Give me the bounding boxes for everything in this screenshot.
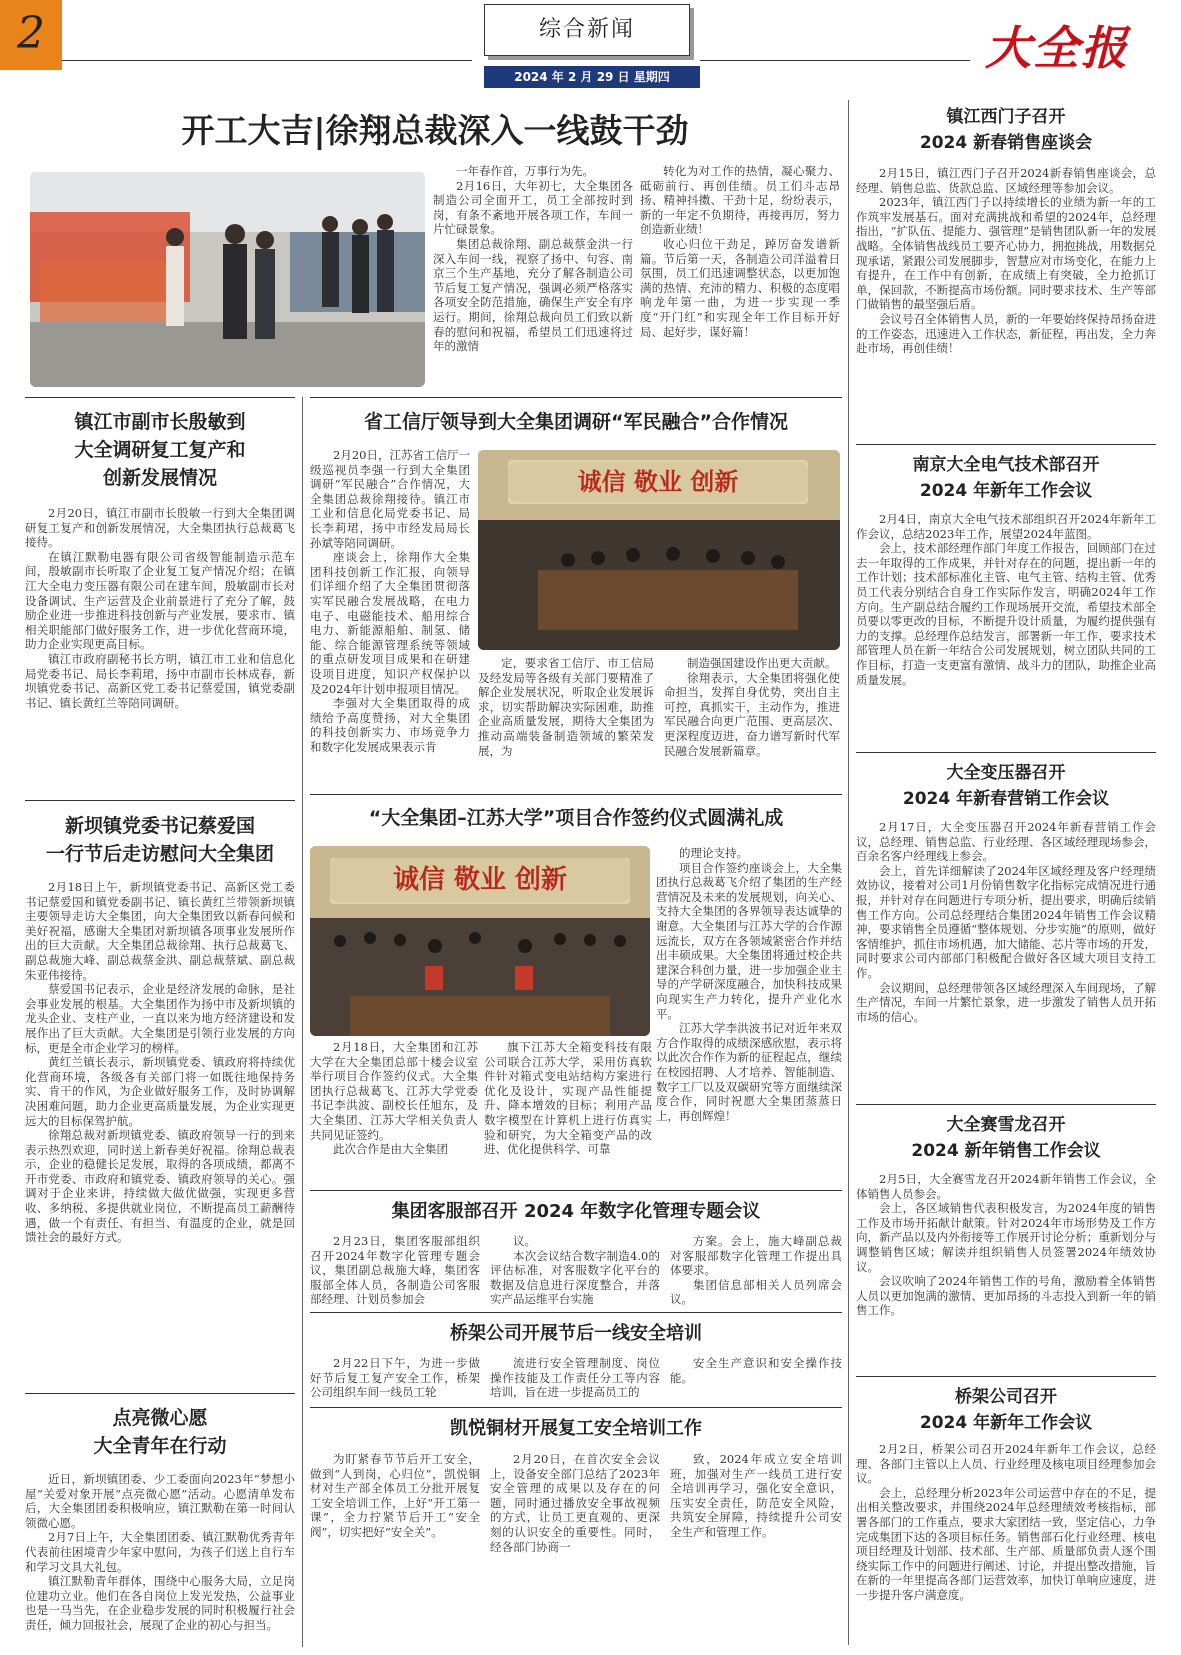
bridge-safety-col2: 流进行安全管理制度、岗位操作技能及工作责任分工等内容培训，旨在进一步提高员工的: [490, 1356, 660, 1400]
motto-banner-2: 诚信 敬业 创新: [330, 858, 630, 902]
lead-body-col1: 一年春作首，万事行为先。 2月16日，大年初七，大全集团各制造公司全面开工，员工全部按时到岗，有条不紊地开展各项工作，车间一片忙碌景象。 集团总裁徐翔、副总裁蔡金洪一行深入车间一线，视察了扬中、句容、南京三个生产基地，充分了解各制造公司节后复工复产情况，强调必须严格落实各项安全防范措施，确保生产安全有序运行。期间，徐翔总裁向员工们致以新春的慰问和祝福，希望员工们迅速将过年的激情: [433, 164, 633, 354]
rule-right-3: [856, 752, 1156, 753]
rule-volunteer: [25, 1393, 295, 1394]
kaiyue-headline: 凯悦铜材开展复工安全培训工作: [450, 1418, 702, 1439]
service-body-col2: 议。 本次会议结合数字制造4.0的评估标准，对客服数字化平台的数据及信息进行深度整合，并落实产品运维平台实施: [490, 1234, 660, 1307]
service-headline: 集团客服部召开 2024 年数字化管理专题会议: [391, 1201, 761, 1222]
kaiyue-body-col3: 致，2024年成立安全培训班，加强对生产一线员工进行安全培训再学习，强化安全意识，压实安全责任，防范安全风险，共筑安全屏障，持续提升公司安全生产和管理工作。: [670, 1452, 842, 1539]
rule-kaiyue: [310, 1407, 842, 1408]
rule-right-2: [856, 444, 1156, 445]
volunteer-headline: 点亮微心愿 大全青年在行动: [93, 1407, 227, 1457]
page-number: 2: [0, 0, 62, 70]
lead-headline: 开工大吉|徐翔总裁深入一线鼓干劲: [181, 111, 689, 150]
issue-date: 2024 年 2 月 29 日 星期四: [484, 66, 700, 88]
section-box: [484, 4, 690, 56]
xinba-body: 2月18日上午，新坝镇党委书记、高新区党工委书记蔡爱国和镇党委副书记、镇长黄红兰带领新坝镇主要领导走访大全集团，向大全集团致以新春问候和美好祝福，感谢大全集团对新坝镇各项事业发展所作出的巨大贡献。大全集团总裁徐翔、执行总裁葛飞、副总裁施大峰、副总裁蔡金洪、副总裁蔡斌、副总裁朱亚伟接待。 蔡爱国书记表示，企业是经济发展的命脉，是社会事业发展的根基。大全集团作为扬中市及新坝镇的龙头企业、支柱产业，一直以来为地方经济建设和发展作出了巨大贡献。大全集团是引领行业发展的方向标，更是全市企业学习的榜样。 黄红兰镇长表示，新坝镇党委、镇政府将持续优化营商环境，各级各有关部门将一如既往地保持务实、肯干的作风，为企业做好服务工作，及时协调解决困难问题，助力企业更高质量发展，为企业实现更远大的目标保驾护航。 徐翔总裁对新坝镇党委、镇政府领导一行的到来表示热烈欢迎，同时送上新春美好祝福。徐翔总裁表示，企业的稳健长足发展，取得的各项成绩，都离不开市党委、市政府和镇党委、镇政府领导的关心。强调对于企业来讲，持续做大做优做强，实现更多营收、多纳税、多提供就业岗位，不断提高员工薪酬待遇，做一个有责任、有担当、有温度的企业，就是回馈社会的最好方式。: [25, 880, 295, 1245]
mayor-body: 2月20日，镇江市副市长殷敏一行到大全集团调研复工复产和创新发展情况，大全集团执行总裁葛飞接待。 在镇江默勒电器有限公司省级智能制造示范车间，殷敏副市长听取了企业复工复产情况介绍；在镇江大全电力变压器有限公司在建车间，殷敏副市长对设备调试、生产运营及企业前景进行了充分了解，鼓励企业进一步推进科技创新与产业发展，要求市、镇相关职能部门做好服务工作，进一步优化营商环境，助力企业实现更高目标。 镇江市政府副秘书长方明，镇江市工业和信息化局党委书记、局长李莉珺，扬中市副市长林成春，新坝镇党委书记、高新区党工委书记蔡爱国，镇党委副书记、镇长黄红兰等陪同调研。: [25, 506, 295, 710]
right-2-headline: 南京大全电气技术部召开 2024 年新年工作会议: [912, 455, 1100, 501]
service-body-col3: 方案。会上，施大峰副总裁对客服部数字化管理工作提出具体要求。 集团信息部相关人员列席会议。: [670, 1234, 842, 1307]
right-4-body: 2月5日，大全赛雪龙召开2024新年销售工作会议，全体销售人员参会。 会上，各区域销售代表积极发言，为2024年度的销售工作及市场开拓献计献策。针对2024年市场形势及工作方向，新产品以及内外衔接等工作展开讨论分析；重新划分与调整销售区域；解读并组织销售人员签署2024年绩效协议。 会议吹响了2024年销售工作的号角，激励着全体销售人员以更加饱满的激情、更加昂扬的斗志投入到新一年的销售工作。: [856, 1172, 1156, 1318]
right-3-headline: 大全变压器召开 2024 年新春营销工作会议: [902, 763, 1110, 809]
service-body-col1: 2月23日，集团客服部组织召开2024年数字化管理专题会议，集团副总裁施大峰，集团客服部全体人员，各制造公司客服部经理、计划员参加会: [310, 1234, 480, 1307]
right-4-headline: 大全赛雪龙召开 2024 新年销售工作会议: [911, 1115, 1101, 1161]
lead-body-col2: 转化为对工作的热情，凝心聚力、砥砺前行、再创佳绩。员工们斗志昂扬、精神抖擞、干劲十足，纷纷表示，新的一年定不负期待，再接再厉，努力创造新业绩！ 收心归位干劲足，踔厉奋发谱新篇。节后第一天，各制造公司洋溢着日氛围，员工们迅速调整状态，以更加饱满的热情、充沛的精力、积极的态度唱响龙年第一曲，为进一步实现一季度“开门红”和实现全年工作目标开好局、起好步，谋好篇！: [640, 164, 840, 339]
miit-body-col2: 定，要求省工信厅、市工信局及经发局等各级有关部门要精准了解企业发展状况，听取企业发展诉求，切实帮助解决实际困难，助推企业高质量发展，期待大全集团为推动高端装备制造领域的繁荣发展，为: [478, 656, 654, 758]
newspaper-logo: 大全报: [985, 21, 1129, 75]
factory-visit-photo: [30, 172, 425, 387]
bridge-safety-headline: 桥架公司开展节后一线安全培训: [450, 1323, 702, 1344]
miit-body-col3: 制造强国建设作出更大贡献。 徐翔表示，大全集团将强化使命担当，发挥自身优势，突出自主可控，真抓实干，主动作为，推进军民融合向更广范围、更高层次、更深程度迈进，奋力谱写新时代军民融合发展新篇章。: [664, 656, 840, 758]
rule-miit: [310, 397, 842, 398]
rule-bridge-safety: [310, 1312, 842, 1313]
right-column-divider: [848, 100, 849, 1645]
right-2-body: 2月4日，南京大全电气技术部组织召开2024年新年工作会议，总结2023年工作，展望2024年蓝图。 会上，技术部经理作部门年度工作报告，回顾部门在过去一年取得的工作成果，并针对存在的问题，提出新一年的工作计划；技术部标准化主管、电气主管、结构主管、优秀员工代表分别结合自身工作实际作发言，明确2024年工作方向。生产副总结合履约工作现场展开交流，希望技术部全员要以零更改的目标，不断提升设计质量，为履约提供强有力的支撑。总经理作总结发言，部署新一年工作，要求技术部管理人员在新一年结合公司发展规划，树立团队共同的工作目标，打造一支更富有激情、战斗力的团队，助推企业高质量发展。: [856, 512, 1156, 687]
xinba-headline: 新坝镇党委书记蔡爱国 一行节后走访慰问大全集团: [45, 815, 274, 865]
section-title: 综合新闻: [538, 17, 635, 42]
bridge-safety-col1: 2月22日下午，为进一步做好节后复工复产安全工作，桥架公司组织车间一线员工轮: [310, 1356, 480, 1400]
jiangsu-photo: [310, 846, 650, 1036]
lead-photo: [30, 172, 425, 387]
rule-service: [310, 1190, 842, 1191]
bridge-safety-col3: 安全生产意识和安全操作技能。: [670, 1356, 842, 1385]
miit-headline: 省工信厅领导到大全集团调研“军民融合”合作情况: [364, 411, 788, 433]
right-5-body: 2月2日，桥架公司召开2024年新年工作会议，总经理、各部门主管以上人员、行业经理及核电项目经理参加会议。 会上，总经理分析2023年公司运营中存在的不足，提出相关整改要求，并围绕2024年总经理绩效考核指标，部署各部门的工作重点，要求大家团结一致，坚定信心，力争完成集团下达的各项目标任务。销售部石化行业经理、核电项目经理及计划部、技术部、生产部、质量部负责人逐个围绕实际工作中的问题进行阐述、讨论，并提出整改措施，旨在新的一年里提高各部门运营效率，加快订单响应速度，进一步提升客户满意度。: [856, 1442, 1156, 1602]
left-column-divider: [302, 397, 303, 1647]
jiangsu-body-col1: 2月18日，大全集团和江苏大学在大全集团总部十楼会议室举行项目合作签约仪式。大全集团执行总裁葛飞、江苏大学党委书记李洪波、副校长任旭东，及大全集团、江苏大学相关负责人共同见证签约。 此次合作是由大全集团: [310, 1040, 478, 1157]
rule-right-4: [856, 1104, 1156, 1105]
rule-jiangsu: [310, 794, 842, 795]
jiangsu-headline: “大全集团–江苏大学”项目合作签约仪式圆满礼成: [368, 807, 784, 829]
jiangsu-body-col2: 旗下江苏大全箱变科技有限公司联合江苏大学，采用仿真软件针对箱式变电站结构方案进行优化及设计，实现产品性能提升、降本增效的目标；利用产品数字模型在计算机上进行仿真实验和研究，为大全箱变产品的改进、优化提供科学、可靠: [484, 1040, 652, 1157]
miit-photo: [478, 450, 840, 650]
kaiyue-body-col1: 为盯紧春节节后开工安全，做到“人到岗，心归位”，凯悦铜材对生产部全体员工分批开展复工安全培训工作，上好“开工第一课”，全力拧紧节后开工“安全阀”，切实把好“安全关”。: [310, 1452, 480, 1539]
volunteer-body: 近日，新坝镇团委、少工委面向2023年“梦想小屋”关爱对象开展“点亮微心愿”活动。心愿清单发布后，大全集团团委积极响应，镇江默勒在第一时间认领微心愿。 2月7日上午，大全集团团委、镇江默勒优秀青年代表前往困境青少年家中慰问，为孩子们送上自行车和学习文具大礼包。 镇江默勒青年群体，围绕中心服务大局，立足岗位建功立业。他们在各自岗位上发光发热，公益事业也是一马当先，在企业稳步发展的同时积极履行社会责任，倾力回报社会，展现了企业的初心与担当。: [25, 1472, 295, 1632]
right-1-body: 2月15日，镇江西门子召开2024新春销售座谈会，总经理、销售总监、货款总监、区域经理等参加会议。 2023年，镇江西门子以持续增长的业绩为新一年的工作筑牢发展基石。面对充满挑战和希望的2024年，总经理指出，“扩队伍、提能力、强管理”是销售团队新一年的发展战略。全体销售战线员工要齐心协力，拥抱挑战，用数据兑现承诺，紧跟公司发展脚步，智慧应对市场变化，在能力上有提升，在工作中有创新，在成绩上有突破，全力抢抓订单，保回款，不断提高市场份额。同时要求技术、生产等部门做销售的最坚强后盾。 会议号召全体销售人员，新的一年要始终保持昂扬奋进的工作姿态，迅速进入工作状态，新征程，再出发，全力奔赴市场，再创佳绩！: [856, 166, 1156, 356]
miit-body-col1: 2月20日，江苏省工信厅一级巡视员李强一行到大全集团调研“军民融合”合作情况，大全集团总裁徐翔接待。镇江市工业和信息化局党委书记、局长李莉珺，扬中市经发局局长孙斌等陪同调研。 座谈会上，徐翔作大全集团科技创新工作汇报，向领导们详细介绍了大全集团贯彻落实军民融合发展战略，在电力电子、电磁能技术、船用综合电力、新能源船舶、制氢、储能、综合能源管理系统等领域的重点研发项目成果和在研建设项目进度，知识产权保护以及2024年计划申报项目情况。 李强对大全集团取得的成绩给予高度赞扬，对大全集团的科技创新实力、市场竞争力和数字化发展成果表示肯: [310, 448, 470, 754]
right-3-body: 2月17日，大全变压器召开2024年新春营销工作会议，总经理、销售总监、行业经理、各区域经理现场参会，百余名客户经理线上参会。 会上，首先详细解读了2024年区域经理及客户经理绩效协议，接着对公司1月份销售数字化指标完成情况进行通报，并针对存在问题进行专项分析，提出要求，明确后续销售工作方向。公司总经理结合集团2024年销售工作会议精神，要求销售全员遵循“整体规划、分步实施”的原则，做好客情维护，抓住市场机遇，加大储能、芯片等市场的开发，同时要求公司内部部门积极配合做好各区域大项目支持工作。 会议期间，总经理带领各区域经理深入车间现场，了解生产情况，车间一片繁忙景象，进一步激发了销售人员开拓市场的信心。: [856, 820, 1156, 1024]
jiangsu-body-col3: 的理论支持。 项目合作签约座谈会上，大全集团执行总裁葛飞介绍了集团的生产经营情况及未来的发展规划，向关心、支持大全集团的各界领导表达诚挚的谢意。大全集团与江苏大学的合作源远流长，双方在各领域紧密合作并结出丰硕成果。大全集团将通过校企共建深合科创力量，进一步加强企业主导的产学研深度融合，加快科技成果向现实生产力转化，提升产业化水平。 江苏大学李洪波书记对近年来双方合作取得的成绩深感欣慰，表示将以此次合作作为新的征程起点，继续在校园招聘、人才培养、智能制造、数字工厂以及双碳研究等方面继续深度合作，同时祝愿大全集团蒸蒸日上，再创辉煌！: [656, 846, 842, 1123]
rule-xinba: [25, 800, 295, 801]
motto-banner: 诚信 敬业 创新: [508, 462, 808, 502]
rule-right-5: [856, 1376, 1156, 1377]
mayor-headline: 镇江市副市长殷敏到 大全调研复工复产和 创新发展情况: [74, 411, 246, 489]
rule-mayor: [25, 397, 295, 398]
kaiyue-body-col2: 2月20日，在首次安全会议上，设备安全部门总结了2023年安全管理的成果以及存在的问题，同时通过播放安全事故视频的方式，让员工更直观的、更深刻的认识安全的重要性。同时，经各部门协商一: [490, 1452, 660, 1554]
right-5-headline: 桥架公司召开 2024 年新年工作会议: [919, 1387, 1093, 1433]
masthead-rule-left: [62, 60, 472, 61]
right-1-headline: 镇江西门子召开 2024 新春销售座谈会: [919, 107, 1093, 153]
masthead-rule-right: [700, 60, 970, 61]
